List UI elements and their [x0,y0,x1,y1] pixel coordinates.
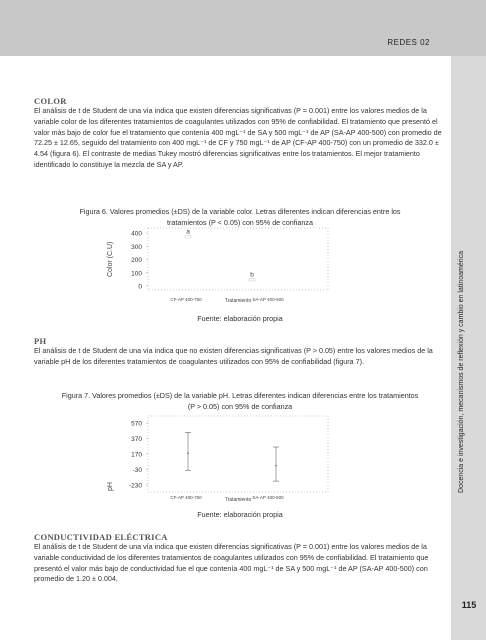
paragraph-conductivity: El análisis de t de Student de una vía indica que existen diferencias significativas (P = 0.001) entre los valores medios de la variable conductividad de los diferentes tratamientos de coagulantes utilizados con 95% de confiabilidad. El tratamiento que presentó el valor más bajo de conductividad fue el que contenía 400 mgL⁻¹ de SA y 500 mgL⁻¹ de AP (SA-AP 400-500) con promedio de 1.20 ± 0.004, [34,542,429,584]
figure-6-source: Fuente: elaboración propia [197,314,283,323]
y-tick-label: 300 [131,243,142,251]
x-axis-label: Tratamiento [224,497,252,503]
data-marker [185,236,191,239]
y-tick-label: 0 [138,283,142,291]
figure-7-caption: Figura 7. Valores promedios (±DS) de la variable pH. Letras diferentes indican diferencias entre los tratamientos (P > 0.05) con 95% de confianza [61,391,419,411]
y-tick-label: -230 [128,482,142,490]
y-tick-label: 570 [131,420,142,428]
figure-6-caption: Figura 6. Valores promedios (±DS) de la variable color. Letras diferentes indican diferencias entre los tratamientos (P < 0.05) con 95% de confianza [79,207,401,227]
y-tick-label: -30 [132,467,142,474]
significance-letter: a [186,228,190,236]
y-tick-label: 370 [131,436,142,443]
section-heading-conductivity: CONDUCTIVIDAD ELÉCTRICA [34,532,168,542]
x-category-label: SA-AP 400-500 [252,495,284,500]
x-category-label: CF-AP 400-750 [170,495,202,500]
plot-frame [148,228,328,290]
y-tick-label: 400 [131,230,142,238]
x-category-label: CF-AP 400-750 [170,297,202,302]
figure-7-chart [100,413,340,503]
y-tick-label: 100 [131,270,142,278]
significance-letter: b [250,271,254,279]
header-bar [0,0,486,56]
figure-7-source: Fuente: elaboración propia [197,510,283,519]
data-marker [249,278,255,281]
x-category-label: SA-AP 400-500 [252,297,284,302]
x-axis-label: Tratamiento [224,298,252,304]
side-vertical-title [458,473,465,493]
paragraph-color: El análisis de t de Student de una vía indica que existen diferencias significativas (P = 0.001) entre los valores medios de la variable color de los diferentes tratamientos de coagulantes utilizados con 95% de confiabilidad. El tratamiento que presentó el valor más bajo de color fue el tratamiento que contenía 400 mgL⁻¹ de SA y 500 mgL⁻¹ de AP (SA-AP 400-500) con promedio de 72.25 ± 12.65, seguido del tratamiento con 400 mgL⁻¹ de CF y 750 mgL⁻¹ de AP (CF-AP 400-750) con un promedio de 332.0 ± 4.54 (figura 6). El contraste de medias Tukey mostró diferencias significativas entre los tratamientos. El mejor tratamiento identificado lo constituye la mezcla de SA y AP. [34,106,442,169]
paragraph-ph: El análisis de t de Student de una vía indica que no existen diferencias significativas (P > 0.05) entre los valores medios de la variable pH de los diferentes tratamientos de coagulantes utilizados con 95% de confiabilidad (figura 7). [34,346,433,366]
page-number: 115 [461,600,477,610]
side-band [451,56,486,640]
y-tick-label: 200 [131,257,142,264]
section-heading-ph: PH [34,336,47,346]
figure-6-chart [100,225,340,305]
y-axis-label: Color (C.U) [107,241,114,277]
mean-point [275,465,277,467]
y-tick-label: 170 [131,451,142,459]
running-header: REDES 02 [387,38,430,47]
y-axis-label: pH [107,482,114,491]
mean-point [187,452,189,454]
plot-frame [148,416,328,492]
section-heading-color: COLOR [34,96,67,106]
